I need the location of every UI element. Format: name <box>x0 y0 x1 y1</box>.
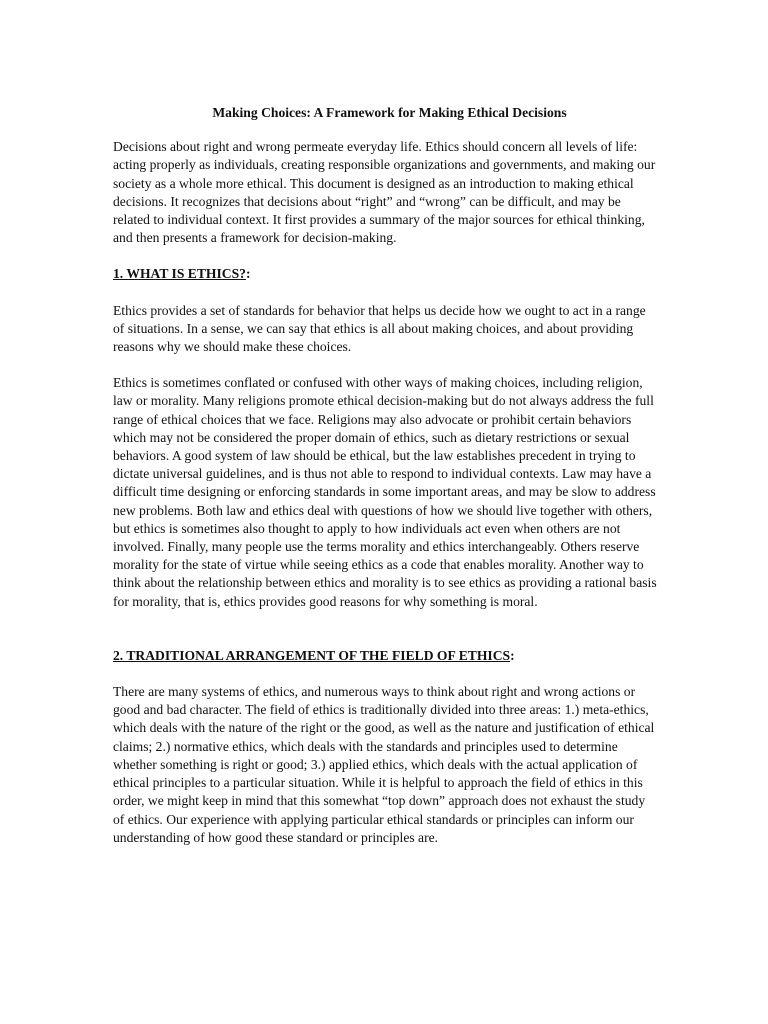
document-title: Making Choices: A Framework for Making Ethical Decisions <box>212 105 567 120</box>
intro-paragraph: Decisions about right and wrong permeate everyday life. Ethics should concern all levels of life: acting properly as individuals, creating responsible organizations and governments, and making our society as a whole more ethical. This document is designed as an introduction to making ethical decisions. It recognizes that decisions about “right” and “wrong” can be difficult, and may be related to individual context. It first provides a summary of the major sources for ethical thinking, and then presents a framework for decision-making. <box>113 139 656 246</box>
section-1-paragraph-1: Ethics provides a set of standards for behavior that helps us decide how we ought to act in a range of situations. In a sense, we can say that ethics is all about making choices, and about providing reasons why we should make these choices. <box>113 302 646 355</box>
section-1-heading-text: 1. WHAT IS ETHICS? <box>113 266 246 282</box>
section-2-heading <box>113 647 658 665</box>
section-1-paragraph-2: Ethics is sometimes conflated or confused with other ways of making choices, including religion, law or morality. Many religions promote ethical decision-making but do not always address the full range of ethical choices that we face. Religions may also advocate or prohibit certain behaviors which may not be considered the proper domain of ethics, such as dietary restrictions or sexual behaviors. A good system of law should be ethical, but the law establishes precedent in trying to dictate universal guidelines, and is thus not able to respond to individual contexts. Law may have a difficult time designing or enforcing standards in some important areas, and may be slow to address new problems. Both law and ethics deal with questions of how we should live together with others, but ethics is sometimes also thought to apply to how individuals act even when others are not involved. Finally, many people use the terms morality and ethics interchangeably. Others reserve morality for the state of virtue while seeing ethics as a code that enables morality. Another way to think about the relationship between ethics and morality is to see ethics as providing a rational basis for morality, that is, ethics provides good reasons for why something is moral. <box>113 375 657 609</box>
section-2-paragraph-1: There are many systems of ethics, and numerous ways to think about right and wrong actions or good and bad character. The field of ethics is traditionally divided into three areas: 1.) meta-ethics, which deals with the nature of the right or the good, as well as the nature and justification of ethical claims; 2.) normative ethics, which deals with the standards and principles used to determine whether something is right or good; 3.) applied ethics, which deals with the actual application of ethical principles to a particular situation. While it is helpful to approach the field of ethics in this order, we might keep in mind that this somewhat “top down” approach does not exhaust the study of ethics. Our experience with applying particular ethical standards or principles can inform our understanding of how good these standard or principles are. <box>113 684 655 845</box>
section-1-heading-colon: : <box>245 266 251 282</box>
section-gap <box>113 629 658 647</box>
section-1-heading <box>113 265 658 283</box>
section-2-heading-text: 2. TRADITIONAL ARRANGEMENT OF THE FIELD OF ETHICS <box>113 647 511 663</box>
document-page <box>113 104 658 865</box>
section-2-heading-colon: : <box>510 647 515 663</box>
